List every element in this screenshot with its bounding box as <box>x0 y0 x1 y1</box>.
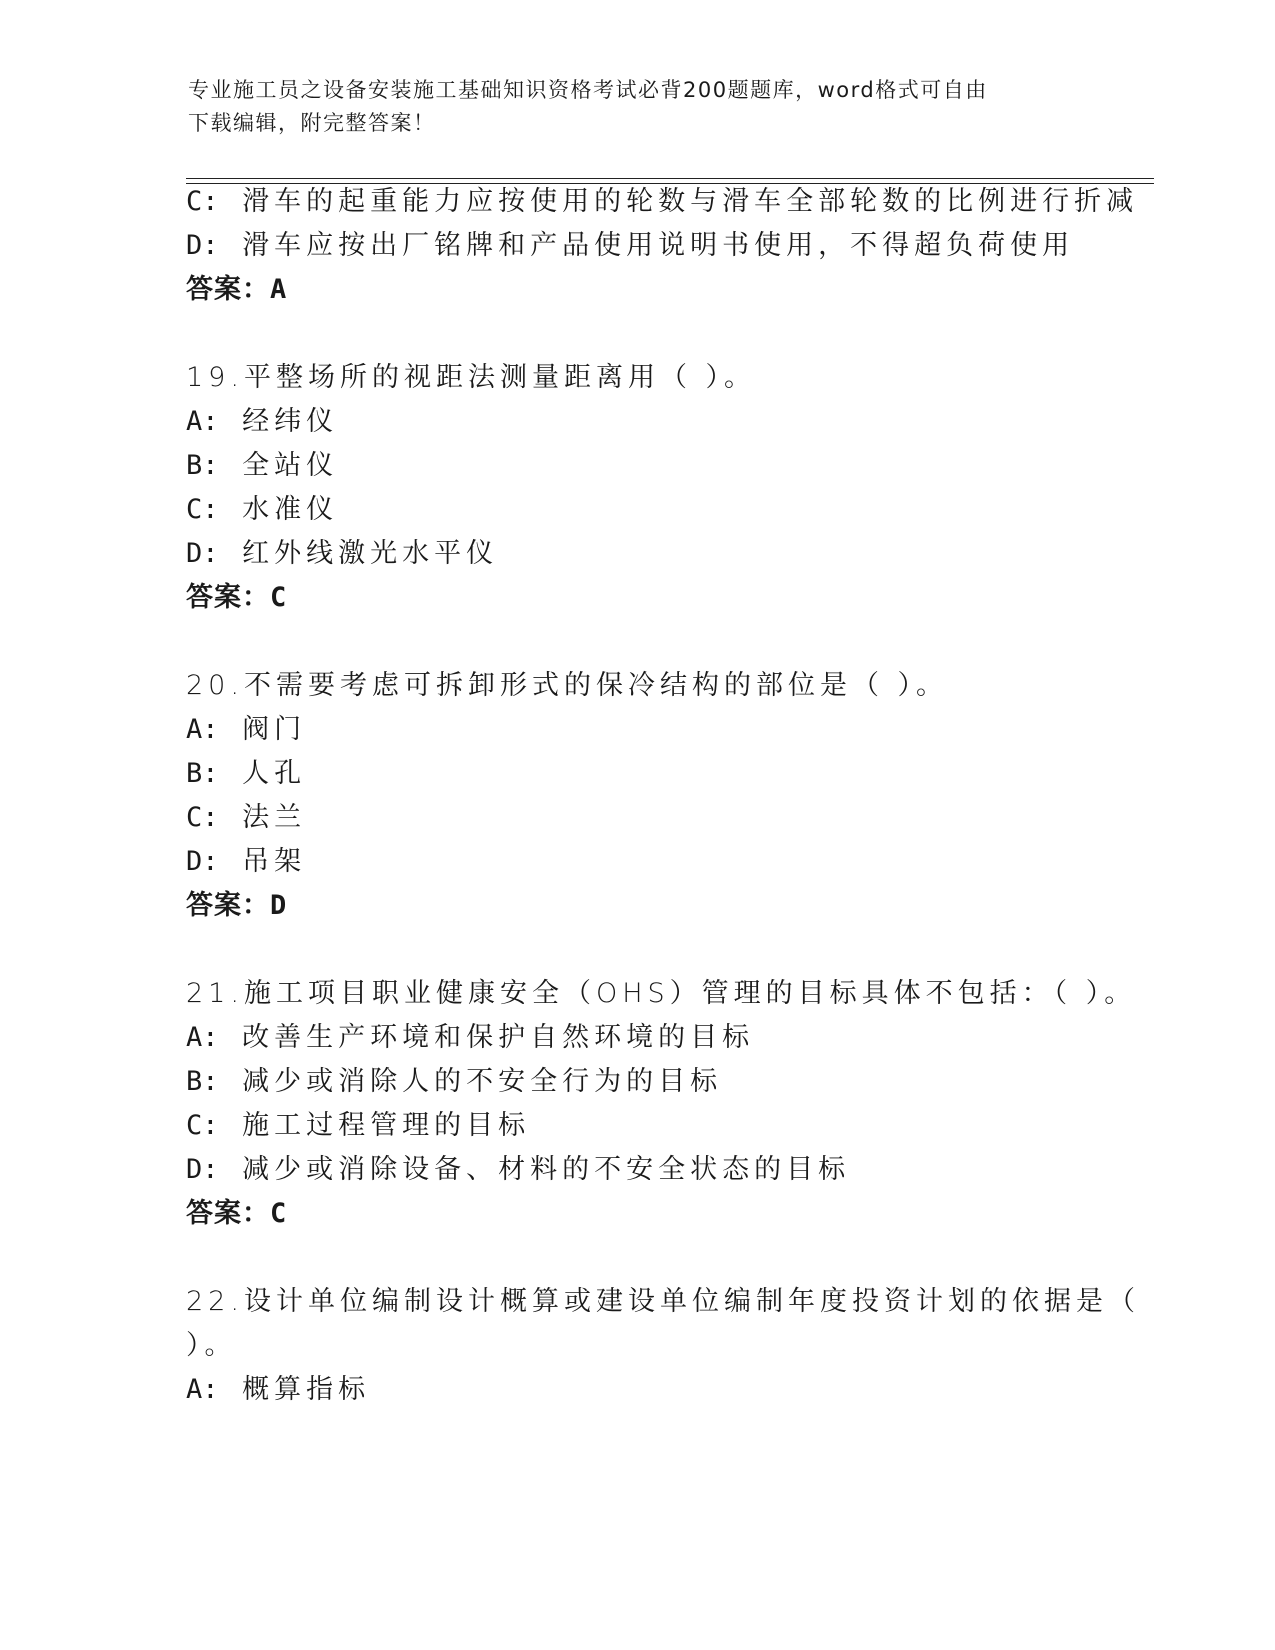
option-label: C: <box>186 494 219 525</box>
option-text: 滑车的起重能力应按使用的轮数与滑车全部轮数的比例进行折减 <box>242 186 1139 217</box>
answer-value: D <box>270 890 288 921</box>
q21-option-a <box>186 1020 1086 1056</box>
option-label: C: <box>186 186 219 217</box>
q20-option-c <box>186 800 1086 836</box>
option-text: 吊架 <box>242 846 307 877</box>
q19-stem: 19.平整场所的视距法测量距离用（ ）。 <box>186 362 757 393</box>
q20-option-d <box>186 844 1086 880</box>
q18-option-d <box>186 228 1086 264</box>
header-divider-top <box>186 178 1154 179</box>
option-label: C: <box>186 1110 219 1141</box>
option-label: B: <box>186 1066 219 1097</box>
q22-stem-line-1: 22.设计单位编制设计概算或建设单位编制年度投资计划的依据是（ <box>186 1286 1140 1317</box>
answer-label: 答案： <box>186 890 270 921</box>
option-text: 红外线激光水平仪 <box>242 538 499 569</box>
q19-option-d <box>186 536 1086 572</box>
option-label: C: <box>186 802 219 833</box>
q20-option-a <box>186 712 1086 748</box>
option-label: A: <box>186 406 219 437</box>
q20-option-b <box>186 756 1086 792</box>
option-text: 减少或消除人的不安全行为的目标 <box>242 1066 723 1097</box>
document-header <box>188 74 1068 140</box>
q21-option-b <box>186 1064 1086 1100</box>
q21-option-c <box>186 1108 1086 1144</box>
option-text: 改善生产环境和保护自然环境的目标 <box>242 1022 755 1053</box>
answer-label: 答案： <box>186 582 270 613</box>
q18-option-c <box>186 184 1139 220</box>
q20-answer <box>186 888 287 924</box>
option-text: 水准仪 <box>242 494 339 525</box>
q19-option-b <box>186 448 1086 484</box>
q19-answer <box>186 580 287 616</box>
option-text: 全站仪 <box>242 450 339 481</box>
option-label: D: <box>186 1154 219 1185</box>
answer-value: A <box>270 274 288 305</box>
option-text: 阀门 <box>242 714 307 745</box>
q20-stem: 20.不需要考虑可拆卸形式的保冷结构的部位是（ ）。 <box>186 670 949 701</box>
option-text: 经纬仪 <box>242 406 339 437</box>
option-label: D: <box>186 230 219 261</box>
q22-stem-line-2: ）。 <box>186 1330 237 1361</box>
option-text: 法兰 <box>242 802 307 833</box>
q22-option-a <box>186 1372 1086 1408</box>
answer-label: 答案： <box>186 1198 270 1229</box>
option-label: D: <box>186 846 219 877</box>
q18-answer <box>186 272 287 308</box>
q19-option-a <box>186 404 1086 440</box>
q21-stem: 21.施工项目职业健康安全（OHS）管理的目标具体不包括：（ ）。 <box>186 978 1137 1009</box>
option-text: 概算指标 <box>242 1374 371 1405</box>
option-text: 施工过程管理的目标 <box>242 1110 531 1141</box>
q21-answer <box>186 1196 287 1232</box>
q21-option-d <box>186 1152 1086 1188</box>
option-text: 滑车应按出厂铭牌和产品使用说明书使用，不得超负荷使用 <box>242 230 1075 261</box>
option-label: D: <box>186 538 219 569</box>
option-text: 减少或消除设备、材料的不安全状态的目标 <box>242 1154 851 1185</box>
answer-value: C <box>270 1198 288 1229</box>
option-label: B: <box>186 758 219 789</box>
option-label: A: <box>186 1022 219 1053</box>
answer-value: C <box>270 582 288 613</box>
option-text: 人孔 <box>242 758 307 789</box>
answer-label: 答案： <box>186 274 270 305</box>
option-label: A: <box>186 714 219 745</box>
option-label: A: <box>186 1374 219 1405</box>
q19-option-c <box>186 492 1086 528</box>
header-line-2: 下载编辑，附完整答案！ <box>188 111 436 135</box>
option-label: B: <box>186 450 219 481</box>
header-line-1: 专业施工员之设备安装施工基础知识资格考试必背200题题库，word格式可自由 <box>188 78 988 102</box>
